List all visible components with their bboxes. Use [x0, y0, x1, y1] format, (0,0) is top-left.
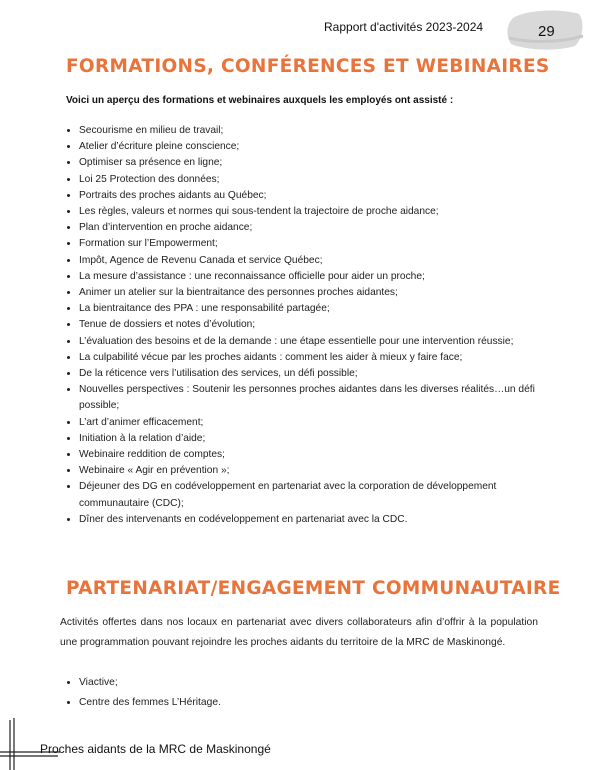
partner-item: • Viactive; — [79, 673, 221, 693]
list-item: • Impôt, Agence de Revenu Canada et service Québec; — [79, 253, 549, 269]
footer-text: Proches aidants de la MRC de Maskinongé — [40, 742, 271, 756]
list-item: • La bientraitance des PPA : une responsabilité partagée; — [79, 301, 549, 317]
list-item: • Animer un atelier sur la bientraitance des personnes proches aidantes; — [79, 285, 549, 301]
section-title-formations: FORMATIONS, CONFÉRENCES ET WEBINAIRES — [66, 56, 550, 77]
report-title: Rapport d'activités 2023-2024 — [324, 20, 484, 34]
intro-text: Voici un aperçu des formations et webinaires auxquels les employés ont assisté : — [66, 95, 454, 106]
list-item: • Loi 25 Protection des données; — [79, 172, 549, 188]
list-item: • Dîner des intervenants en codéveloppement en partenariat avec la CDC. — [79, 512, 549, 528]
list-item: • Tenue de dossiers et notes d’évolution; — [79, 317, 549, 333]
list-item: • Portraits des proches aidants au Québec; — [79, 188, 549, 204]
list-item: • La mesure d’assistance : une reconnaissance officielle pour aider un proche; — [79, 269, 549, 285]
section-title-partenariat: PARTENARIAT/ENGAGEMENT COMMUNAUTAIRE — [66, 578, 561, 599]
list-item: • Formation sur l’Empowerment; — [79, 236, 549, 252]
training-list — [62, 123, 549, 528]
list-item: • Webinaire reddition de comptes; — [79, 447, 549, 463]
list-item: • Webinaire « Agir en prévention »; — [79, 463, 549, 479]
list-item: • Initiation à la relation d’aide; — [79, 431, 549, 447]
list-item: • La culpabilité vécue par les proches aidants : comment les aider à mieux y faire face; — [79, 350, 549, 366]
list-item: • Atelier d’écriture pleine conscience; — [79, 139, 549, 155]
partnership-paragraph: Activités offertes dans nos locaux en partenariat avec divers collaborateurs afin d’offrir à la population une programmation pouvant rejoindre les proches aidants du territoire de la MRC de Maskinongé. — [60, 617, 538, 648]
list-item: • Secourisme en milieu de travail; — [79, 123, 549, 139]
list-item: • Les règles, valeurs et normes qui sous-tendent la trajectoire de proche aidance; — [79, 204, 549, 220]
partner-list — [62, 673, 221, 713]
list-item: • Optimiser sa présence en ligne; — [79, 155, 549, 171]
list-item: • L’art d’animer efficacement; — [79, 415, 549, 431]
list-item: • Plan d’intervention en proche aidance; — [79, 220, 549, 236]
list-item: • Déjeuner des DG en codéveloppement en partenariat avec la corporation de développement communautaire (CDC); — [79, 479, 549, 511]
list-item: • L’évaluation des besoins et de la demande : une étape essentielle pour une intervention réussie; — [79, 334, 549, 350]
page-number: 29 — [538, 23, 555, 40]
list-item: • Nouvelles perspectives : Soutenir les personnes proches aidantes dans les diverses réalités…un défi possible; — [79, 382, 549, 414]
list-item: • De la réticence vers l’utilisation des services, un défi possible; — [79, 366, 549, 382]
partner-item: • Centre des femmes L’Héritage. — [79, 693, 221, 713]
